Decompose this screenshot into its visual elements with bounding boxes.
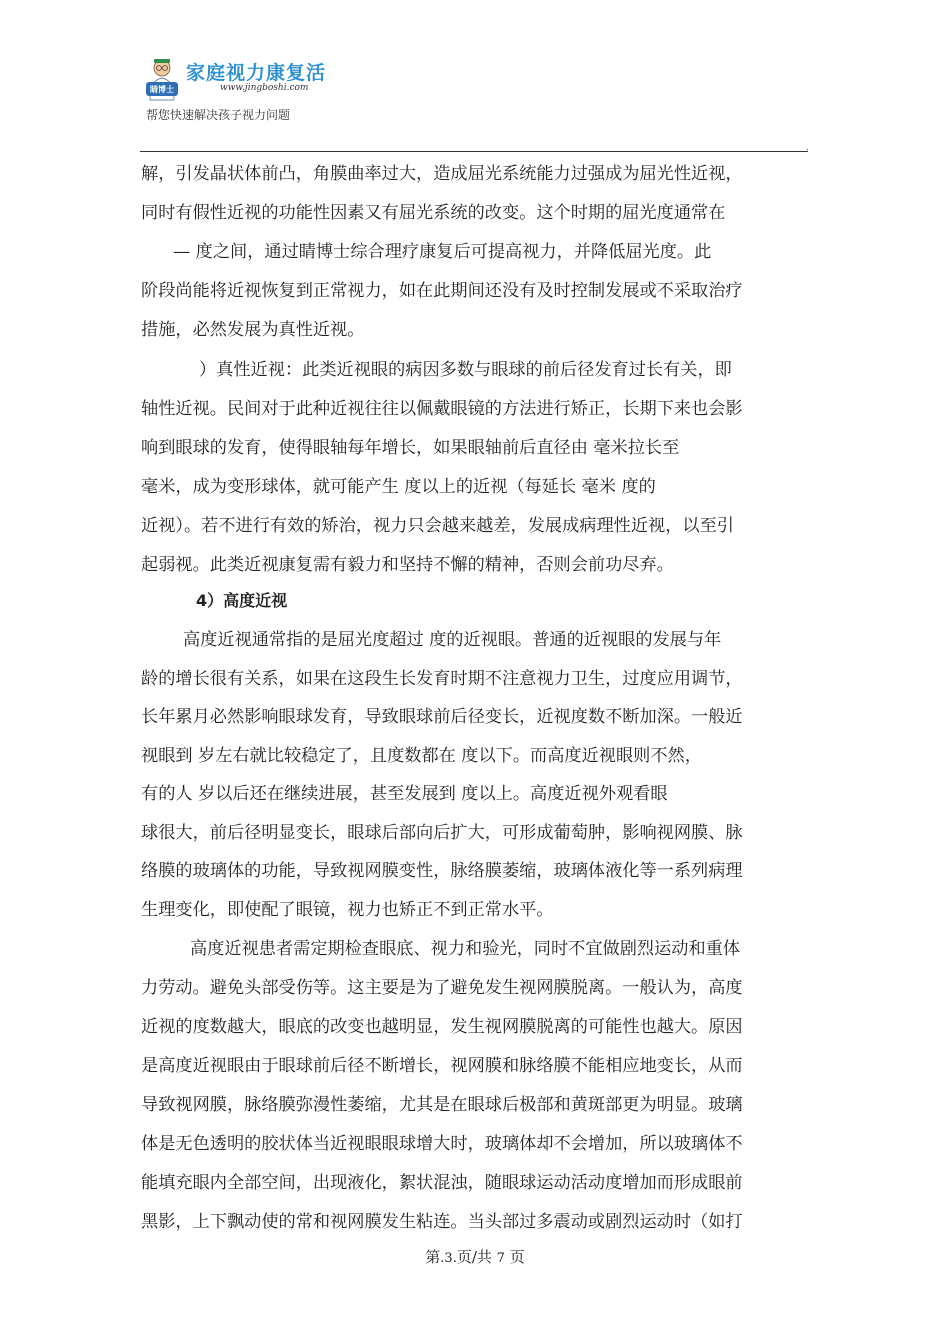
- text-line: 力劳动。避免头部受伤等。这主要是为了避免发生视网膜脱离。一般认为，高度: [141, 978, 743, 998]
- site-logo: [140, 56, 340, 126]
- text-line: 是高度近视眼由于眼球前后径不断增长，视网膜和脉络膜不能相应地变长，从而: [141, 1056, 743, 1076]
- logo-title: 家庭视力康复活: [186, 62, 327, 84]
- doctor-mascot-icon: [140, 56, 184, 104]
- page-prefix: 第: [425, 1248, 441, 1266]
- text-line: 生理变化，即使配了眼镜，视力也矫正不到正常水平。: [141, 900, 554, 920]
- text-line: 同时有假性近视的功能性因素又有屈光系统的改变。这个时期的屈光度通常在: [141, 203, 726, 223]
- header-divider: [140, 151, 808, 152]
- text-line: 体是无色透明的胶状体当近视眼眼球增大时，玻璃体却不会增加，所以玻璃体不: [141, 1134, 743, 1154]
- page-mid: 页/共: [456, 1248, 492, 1266]
- page-total: 7: [496, 1251, 505, 1266]
- logo-url: www.jingboshi.com: [220, 83, 309, 93]
- section-heading: 4）高度近视: [196, 591, 288, 610]
- page-suffix: 页: [509, 1248, 525, 1266]
- text-line: ）真性近视：此类近视眼的病因多数与眼球的前后径发育过长有关，即: [199, 360, 732, 380]
- text-line: 阶段尚能将近视恢复到正常视力，如在此期间还没有及时控制发展或不采取治疗: [141, 281, 743, 301]
- text-line: — 度之间，通过睛博士综合理疗康复后可提高视力，并降低屈光度。此: [173, 242, 712, 262]
- text-line: 近视）。若不进行有效的矫治，视力只会越来越差，发展成病理性近视，以至引: [141, 516, 734, 536]
- header-rule-mark: .: [806, 143, 809, 153]
- text-line: 视眼到 岁左右就比较稳定了，且度数都在 度以下。而高度近视眼则不然，: [141, 746, 702, 766]
- text-line: 近视的度数越大，眼底的改变也越明显，发生视网膜脱离的可能性也越大。原因: [141, 1017, 743, 1037]
- text-line: 轴性近视。民间对于此种近视往往以佩戴眼镜的方法进行矫正，长期下来也会影: [141, 399, 743, 419]
- logo-slogan: 帮您快速解决孩子视力问题: [146, 108, 291, 122]
- text-line: 解，引发晶状体前凸，角膜曲率过大，造成屈光系统能力过强成为屈光性近视，: [141, 164, 743, 184]
- page-current: 3: [444, 1251, 453, 1266]
- text-line: 能填充眼内全部空间，出现液化，絮状混浊，随眼球运动活动度增加而形成眼前: [141, 1173, 743, 1193]
- page-number: 第.3.页/共 7 页: [425, 1248, 525, 1266]
- text-line: 有的人 岁以后还在继续进展，甚至发展到 度以上。高度近视外观看眼: [141, 784, 668, 804]
- text-line: 起弱视。此类近视康复需有毅力和坚持不懈的精神，否则会前功尽弃。: [141, 555, 674, 575]
- text-line: 长年累月必然影响眼球发育，导致眼球前后径变长，近视度数不断加深。一般近: [141, 707, 743, 727]
- text-line: 球很大，前后径明显变长，眼球后部向后扩大，可形成葡萄肿，影响视网膜、脉: [141, 823, 743, 843]
- text-line: 龄的增长很有关系，如果在这段生长发育时期不注意视力卫生，过度应用调节，: [141, 669, 743, 689]
- text-line: 高度近视患者需定期检查眼底、视力和验光，同时不宜做剧烈运动和重体: [190, 939, 741, 959]
- text-line: 毫米，成为变形球体，就可能产生 度以上的近视（每延长 毫米 度的: [141, 477, 656, 497]
- text-line: 黑影，上下飘动使的常和视网膜发生粘连。当头部过多震动或剧烈运动时（如打: [141, 1212, 743, 1232]
- text-line: 高度近视通常指的是屈光度超过 度的近视眼。普通的近视眼的发展与年: [183, 630, 722, 650]
- logo-badge: 睛博士: [150, 85, 174, 94]
- text-line: 措施，必然发展为真性近视。: [141, 320, 365, 340]
- text-line: 络膜的玻璃体的功能，导致视网膜变性，脉络膜萎缩，玻璃体液化等一系列病理: [141, 861, 743, 881]
- text-line: 导致视网膜，脉络膜弥漫性萎缩，尤其是在眼球后极部和黄斑部更为明显。玻璃: [141, 1095, 743, 1115]
- text-line: 响到眼球的发育，使得眼轴每年增长，如果眼轴前后直径由 毫米拉长至: [141, 438, 680, 458]
